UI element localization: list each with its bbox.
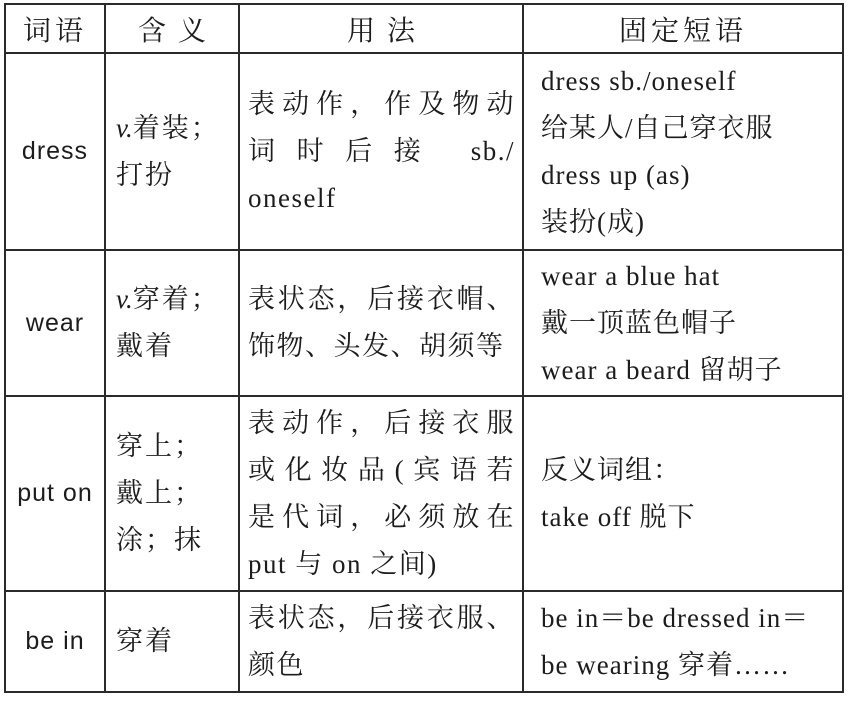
part-of-speech: v.: [116, 284, 133, 314]
phrase-line: be wearing 穿着……: [541, 649, 790, 680]
meaning-line: [116, 470, 238, 517]
meaning-cell: [105, 250, 239, 396]
usage-cell: [239, 591, 523, 692]
meaning-text: 穿着；: [132, 284, 220, 314]
usage-line: 表动作，作及物动: [248, 89, 515, 119]
meaning-text: 穿着: [116, 626, 174, 656]
usage-line: 或化妆品(宾语若: [248, 454, 515, 485]
usage-line: 是代词，必须放在: [248, 501, 515, 532]
usage-line: oneself: [248, 183, 337, 213]
phrase-cell: [523, 250, 843, 396]
header-meaning: 含义: [105, 4, 239, 53]
usage-line: 词时后接 sb./: [248, 136, 515, 166]
phrase-line: be in＝be dressed in＝: [541, 602, 810, 633]
table-row: [5, 591, 843, 692]
table-row: [5, 250, 843, 396]
header-phrases: 固定短语: [523, 4, 843, 53]
phrase-line: 装扮(成): [541, 206, 645, 237]
part-of-speech: v.: [116, 112, 133, 143]
phrase-line: wear a blue hat: [541, 260, 721, 291]
vocab-table: [4, 3, 844, 693]
meaning-text: 涂；抹: [116, 525, 203, 555]
meaning-line: [116, 423, 238, 470]
meaning-text: 戴上；: [116, 478, 203, 508]
table-row: [5, 53, 843, 250]
header-word: 词语: [5, 4, 105, 53]
word-cell: [5, 591, 105, 692]
meaning-line: [116, 517, 238, 564]
header-row: [5, 4, 843, 53]
usage-line: 表状态，后接衣服、: [248, 602, 515, 633]
phrase-cell: [523, 396, 843, 591]
phrase-line: 给某人/自己穿衣服: [541, 112, 774, 143]
meaning-text: 戴着: [116, 331, 174, 361]
word-text: dress: [21, 137, 89, 165]
usage-line: 表动作，后接衣服: [248, 407, 515, 438]
usage-line: 饰物、头发、胡须等: [248, 331, 505, 361]
phrase-line: take off 脱下: [541, 501, 696, 532]
meaning-line: [116, 276, 238, 323]
meaning-text: 穿上；: [116, 431, 203, 461]
usage-line: 表状态，后接衣帽、: [248, 284, 515, 314]
phrase-line: 反义词组：: [541, 454, 681, 485]
table-row: [5, 396, 843, 591]
phrase-line: dress up (as): [541, 159, 691, 190]
meaning-cell: [105, 591, 239, 692]
phrase-cell: [523, 53, 843, 250]
phrase-line: dress sb./oneself: [541, 65, 737, 96]
header-usage: 用法: [239, 4, 523, 53]
meaning-line: [116, 105, 238, 152]
word-cell: [5, 396, 105, 591]
usage-line: 颜色: [248, 649, 305, 680]
usage-cell: [239, 53, 523, 250]
meaning-line: [116, 152, 238, 199]
usage-cell: [239, 396, 523, 591]
meaning-text: 着装；: [132, 112, 220, 143]
word-text: be in: [25, 627, 85, 655]
table-body: [5, 53, 843, 692]
word-text: put on: [17, 479, 93, 507]
word-cell: [5, 53, 105, 250]
word-cell: [5, 250, 105, 396]
meaning-line: [116, 618, 238, 665]
meaning-text: 打扮: [116, 159, 174, 190]
phrase-line: wear a beard 留胡子: [541, 354, 783, 385]
meaning-line: [116, 323, 238, 370]
meaning-cell: [105, 53, 239, 250]
phrase-line: 戴一顶蓝色帽子: [541, 307, 737, 338]
meaning-cell: [105, 396, 239, 591]
phrase-cell: [523, 591, 843, 692]
word-text: wear: [25, 308, 85, 337]
usage-cell: [239, 250, 523, 396]
usage-line: put 与 on 之间): [248, 548, 438, 579]
